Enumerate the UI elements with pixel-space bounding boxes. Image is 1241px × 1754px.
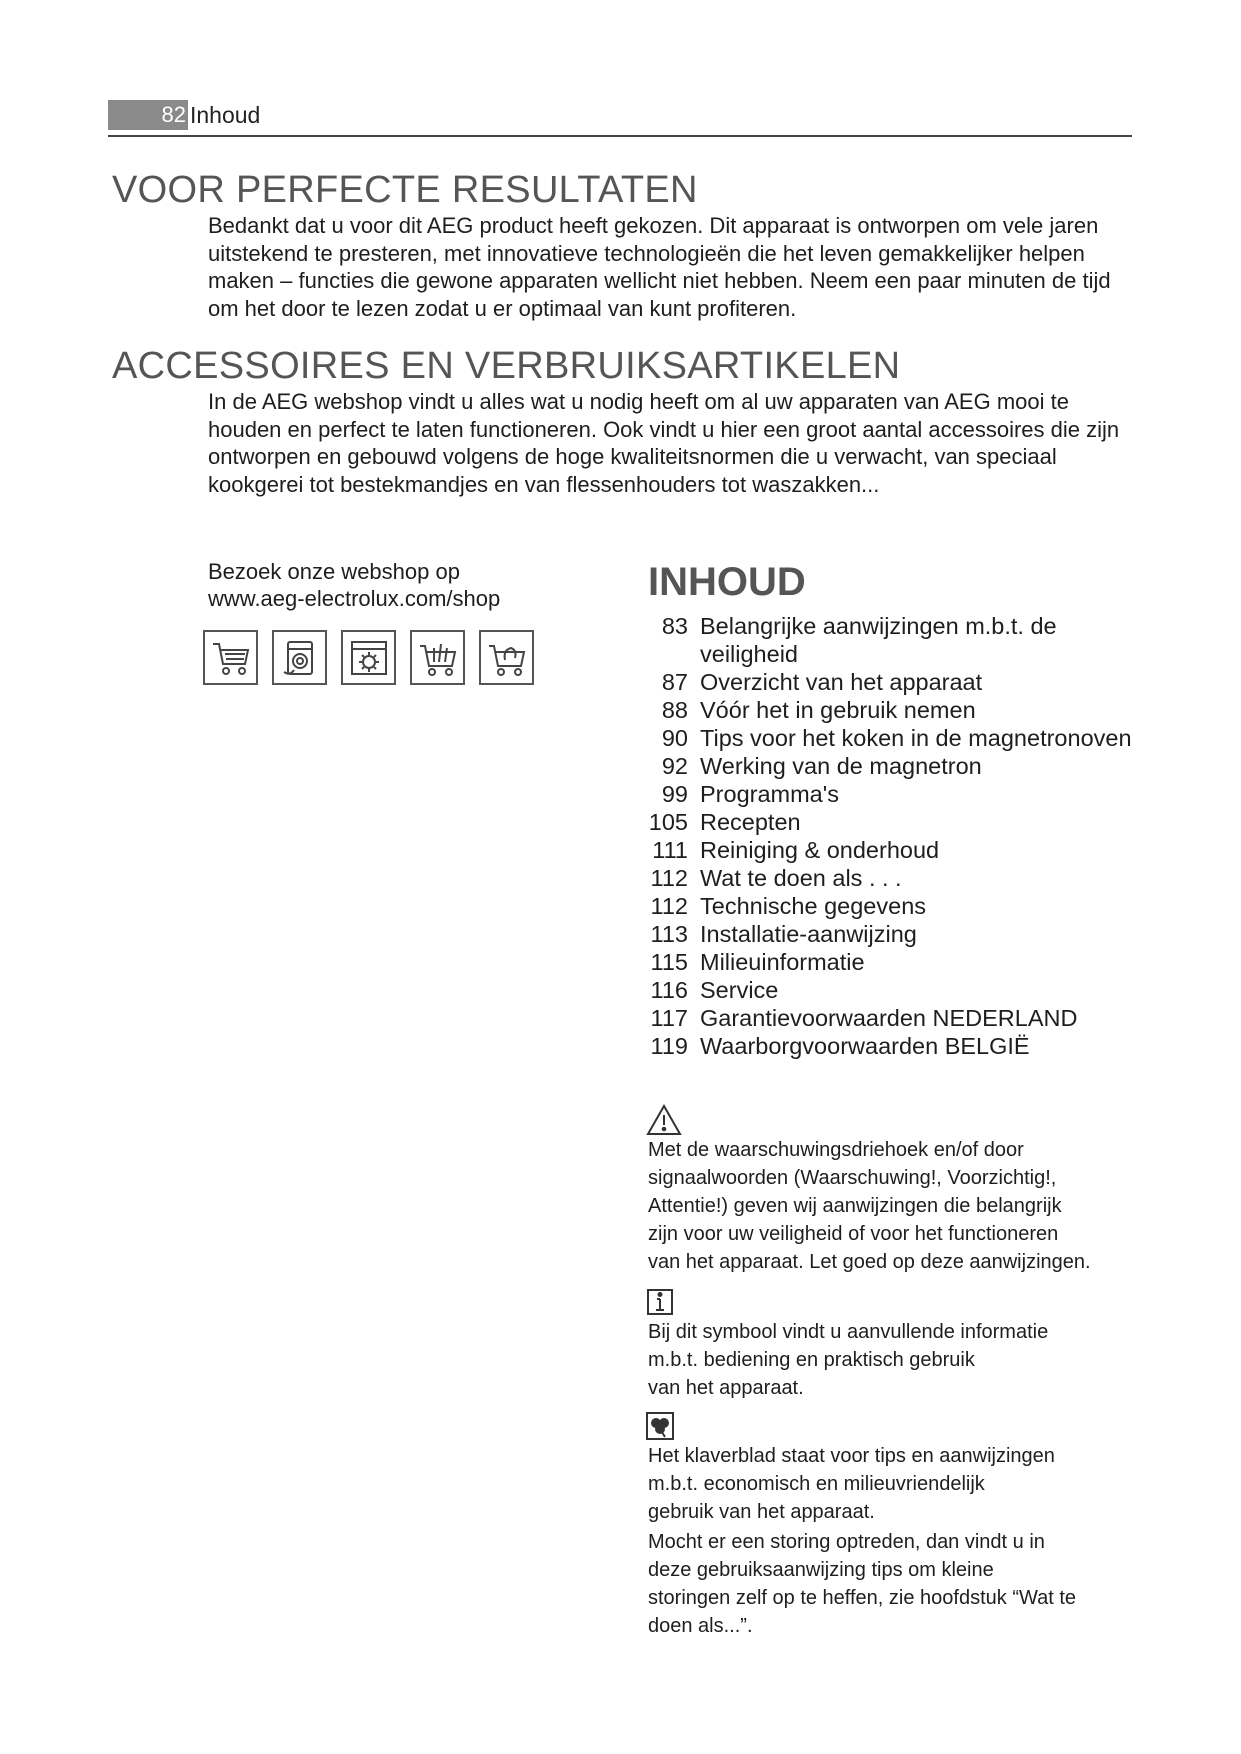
header-divider: [108, 135, 1132, 137]
toc-page: 88: [661, 697, 688, 723]
clover-leaf-icon: [646, 1412, 674, 1445]
toc-label: Reiniging & onderhoud: [700, 837, 940, 863]
fault-line: deze gebruiksaanwijzing tips om kleine: [648, 1559, 994, 1581]
section-title-perfect-results: VOOR PERFECTE RESULTATEN: [112, 169, 698, 211]
accessories-line: houden en perfect te laten functioneren. Ook vindt u hier een groot aantal accessoires die zijn: [208, 416, 1120, 442]
oven-settings-icon: [341, 630, 396, 685]
washing-machine-icon: [272, 630, 327, 685]
toc-item[interactable]: [640, 808, 1132, 836]
toc-label: Installatie-aanwijzing: [700, 921, 917, 947]
webshop-icons: [203, 630, 534, 685]
toc-label: Wat te doen als . . .: [700, 865, 902, 891]
webshop-block: [208, 558, 500, 612]
accessories-line: ontworpen en gebouwd volgens de hoge kwaliteitsnormen die u verwacht, van speciaal: [208, 444, 1057, 469]
warning-line: Met de waarschuwingsdriehoek en/of door: [648, 1139, 1024, 1161]
toc-title: INHOUD: [648, 560, 806, 604]
toc-page: 119: [650, 1033, 688, 1059]
page-number: 82: [108, 100, 188, 130]
toc-label: Milieuinformatie: [700, 949, 865, 975]
toc-label: Werking van de magnetron: [700, 753, 982, 779]
toc-page: 99: [661, 781, 688, 807]
toc-page: 105: [648, 809, 688, 835]
intro-line: uitstekend te presteren, met innovatieve technologieën die het leven gemakkelijker helpen: [208, 240, 1085, 266]
toc-item[interactable]: [640, 696, 1132, 724]
shopping-cart-icon: [203, 630, 258, 685]
warning-line: van het apparaat. Let goed op deze aanwijzingen.: [648, 1251, 1091, 1273]
toc-page: 112: [650, 865, 688, 891]
fault-line: doen als...”.: [648, 1615, 753, 1637]
info-note: [648, 1318, 1048, 1402]
table-of-contents: [640, 612, 1132, 1060]
toc-item[interactable]: [640, 976, 1132, 1004]
accessories-line: kookgerei tot bestekmandjes en van flessenhouders tot waszakken...: [208, 471, 880, 497]
info-line: van het apparaat.: [648, 1377, 804, 1399]
toc-item[interactable]: [640, 612, 1132, 668]
intro-line: om het door te lezen zodat u er optimaal van kunt profiteren.: [208, 295, 797, 321]
accessories-paragraph: [208, 388, 1208, 498]
toc-item[interactable]: [640, 864, 1132, 892]
toc-label: Service: [700, 977, 779, 1003]
toc-page: 116: [650, 977, 688, 1003]
toc-page: 92: [661, 753, 688, 779]
warning-line: zijn voor uw veiligheid of voor het functioneren: [648, 1223, 1059, 1245]
intro-paragraph: [208, 212, 1208, 322]
toc-label: Vóór het in gebruik nemen: [700, 697, 976, 723]
accessories-line: In de AEG webshop vindt u alles wat u nodig heeft om al uw apparaten van AEG mooi te: [208, 389, 1069, 414]
toc-item[interactable]: [640, 1004, 1132, 1032]
toc-item[interactable]: [640, 752, 1132, 780]
toc-page: 115: [650, 949, 688, 975]
warning-note: [648, 1136, 1091, 1276]
toc-item[interactable]: [640, 724, 1132, 752]
webshop-url[interactable]: www.aeg-electrolux.com/shop: [208, 586, 501, 611]
toc-label: Tips voor het koken in de magnetronoven: [700, 725, 1132, 751]
fault-note: [648, 1528, 1076, 1640]
intro-line: maken – functies die gewone apparaten wellicht niet hebben. Neem een paar minuten de tijd: [208, 268, 1111, 293]
toc-page: 117: [650, 1005, 688, 1031]
toc-page: 112: [650, 893, 688, 919]
toc-label: Waarborgvoorwaarden BELGIË: [700, 1033, 1030, 1059]
page-header: [108, 98, 1132, 138]
toc-item[interactable]: [640, 780, 1132, 808]
cart-cleaning-icon: [479, 630, 534, 685]
toc-item[interactable]: [640, 948, 1132, 976]
toc-label: Overzicht van het apparaat: [700, 669, 983, 695]
cart-bottles-icon: [410, 630, 465, 685]
toc-label: Recepten: [700, 809, 801, 835]
toc-label: Technische gegevens: [700, 893, 927, 919]
fault-line: Mocht er een storing optreden, dan vindt u in: [648, 1531, 1045, 1553]
section-title-accessories: ACCESSOIRES EN VERBRUIKSARTIKELEN: [112, 345, 901, 387]
toc-item[interactable]: [640, 920, 1132, 948]
eco-line: Het klaverblad staat voor tips en aanwijzingen: [648, 1445, 1055, 1467]
eco-note: [648, 1442, 1055, 1526]
fault-line: storingen zelf op te heffen, zie hoofdstuk “Wat te: [648, 1587, 1077, 1609]
toc-label: Belangrijke aanwijzingen m.b.t. de veiligheid: [700, 613, 1057, 667]
toc-item[interactable]: [640, 1032, 1132, 1060]
eco-line: m.b.t. economisch en milieuvriendelijk: [648, 1473, 985, 1495]
toc-page: 87: [661, 669, 688, 695]
intro-line: Bedankt dat u voor dit AEG product heeft gekozen. Dit apparaat is ontworpen om vele jaren: [208, 213, 1099, 238]
toc-page: 83: [661, 613, 688, 639]
toc-item[interactable]: [640, 668, 1132, 696]
toc-item[interactable]: [640, 836, 1132, 864]
warning-line: Attentie!) geven wij aanwijzingen die belangrijk: [648, 1195, 1062, 1217]
webshop-text: Bezoek onze webshop op: [208, 559, 460, 584]
info-icon: [646, 1288, 674, 1321]
toc-item[interactable]: [640, 892, 1132, 920]
eco-line: gebruik van het apparaat.: [648, 1501, 875, 1523]
info-line: m.b.t. bediening en praktisch gebruik: [648, 1349, 975, 1371]
toc-label: Garantievoorwaarden NEDERLAND: [700, 1005, 1078, 1031]
warning-line: signaalwoorden (Waarschuwing!, Voorzichtig!,: [648, 1167, 1057, 1189]
toc-page: 111: [652, 837, 688, 863]
info-line: Bij dit symbool vindt u aanvullende informatie: [648, 1321, 1049, 1343]
toc-label: Programma's: [700, 781, 839, 807]
header-title: Inhoud: [190, 102, 261, 128]
toc-page: 90: [661, 725, 688, 751]
toc-page: 113: [650, 921, 688, 947]
